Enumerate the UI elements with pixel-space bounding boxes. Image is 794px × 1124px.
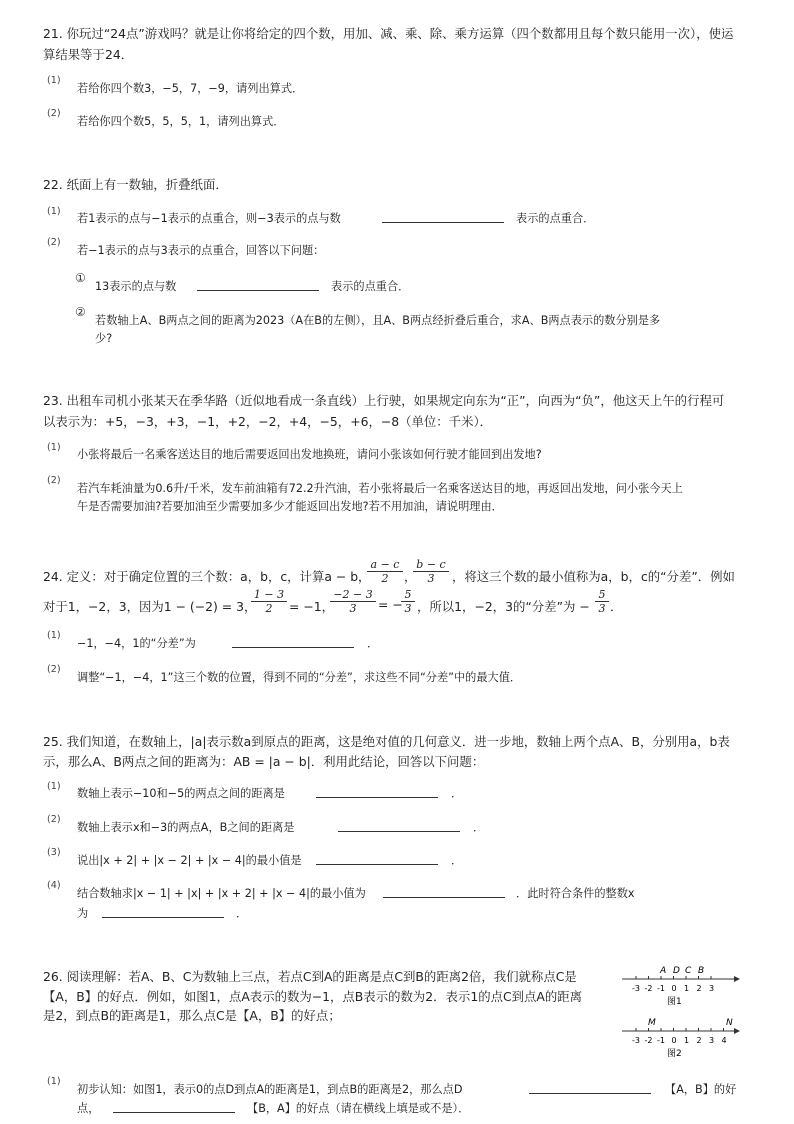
fraction-denominator: 2 xyxy=(265,602,273,615)
q24-fraction-example-2 xyxy=(330,588,376,615)
q26-text-line1: 26. 阅读理解：若A、B、C为数轴上三点，若点C到A的距离是点C到B的距离2倍，我们就称点C是 xyxy=(43,969,577,984)
fig1-tick-label: 1 xyxy=(684,984,690,993)
fig2-caption: 图2 xyxy=(667,1049,682,1059)
q25-part2-number: (2) xyxy=(47,814,61,825)
fig2-tick-label: 0 xyxy=(671,1036,677,1045)
q26-text-line3: 是2，到点B的距离是1，那么点C是【A，B】的好点； xyxy=(43,1008,341,1023)
q25-part4-text-b: ．此时符合条件的整数x xyxy=(516,887,635,900)
fraction-denominator: 3 xyxy=(404,602,412,615)
q24-line1-c: ，将这三个数的最小值称为a，b，c的“分差”．例如 xyxy=(452,569,735,584)
q22-sub2-line1: 若数轴上A、B两点之间的距离为2023（A在B的左侧），且A、B两点经折叠后重合，求A、B两点表示的数分别是多 xyxy=(95,314,661,327)
q21-part2-number: (2) xyxy=(47,108,61,119)
q24-fraction-example-3 xyxy=(401,588,415,615)
fraction-numerator: 1 − 3 xyxy=(251,588,287,602)
fig1-point-label-a: A xyxy=(660,966,667,976)
fraction-denominator: 3 xyxy=(598,602,606,615)
q23-part1-text: 小张将最后一名乘客送达目的地后需要返回出发地换班，请问小张该如何行驶才能回到出发地? xyxy=(77,448,542,461)
q25-part4-number: (4) xyxy=(47,880,61,891)
q24-part1-text-b: ． xyxy=(367,637,379,650)
q24-part1-answer-blank[interactable] xyxy=(232,647,354,648)
fig1-point-label-d: D xyxy=(673,966,680,976)
q21-text-line1: 21. 你玩过“24点”游戏吗？就是让你将给定的四个数，用加、减、乘、除、乘方运算（四个数都用且每个数只能用一次），使运 xyxy=(43,26,734,41)
q26-part1-text-a: 初步认知：如图1，表示0的点D到点A的距离是1，到点B的距离是2，那么点D xyxy=(77,1083,463,1096)
q24-part2-text: 调整“−1，−4，1”这三个数的位置，得到不同的“分差”，求这些不同“分差”中的最大值． xyxy=(77,671,522,684)
q25-text-line1: 25. 我们知道，在数轴上，|a|表示数a到原点的距离，这是绝对值的几何意义．进一步地，数轴上两个点A、B，分别用a，b表 xyxy=(43,734,730,749)
q24-line2-d: ，所以1，−2，3的“分差”为 − xyxy=(417,599,590,614)
fig2-tick-label: -3 xyxy=(632,1036,640,1045)
q22-sub1-text-b: 表示的点重合． xyxy=(331,280,410,293)
q22-sub2-line2: 少? xyxy=(95,332,113,345)
q23-part2-number: (2) xyxy=(47,475,61,486)
q22-sub1-text-a: 13表示的点与数 xyxy=(95,280,177,293)
fig1-tick-label: -3 xyxy=(632,984,640,993)
q25-part2-text-a: 数轴上表示x和−3的两点A，B之间的距离是 xyxy=(77,821,295,834)
fig2-tick-label: 3 xyxy=(709,1036,715,1045)
q24-part2-number: (2) xyxy=(47,664,61,675)
q22-sub2-marker: ② xyxy=(75,305,86,319)
fig1-point-label-b: B xyxy=(698,966,705,976)
q24-line1-a: 24. 定义：对于确定位置的三个数：a，b，c，计算a − b， xyxy=(43,569,371,584)
q25-part3-number: (3) xyxy=(47,847,61,858)
q25-part4-text-a: 结合数轴求|x − 1| + |x| + |x + 2| + |x − 4|的最小值为 xyxy=(77,887,366,900)
q22-text-line1: 22. 纸面上有一数轴，折叠纸面． xyxy=(43,177,228,192)
q25-part4-text-d: ． xyxy=(236,907,248,920)
q21-part2-text: 若给你四个数5，5，5，1，请列出算式． xyxy=(77,115,285,128)
q22-part1-answer-blank[interactable] xyxy=(382,222,504,223)
q23-text-line1: 23. 出租车司机小张某天在季华路（近似地看成一条直线）上行驶，如果规定向东为“正”，向西为“负”，他这天上午的行程可 xyxy=(43,393,725,408)
q25-part1-number: (1) xyxy=(47,781,61,792)
q22-sub1-answer-blank[interactable] xyxy=(197,290,319,291)
axis-arrow xyxy=(734,1028,740,1034)
fraction-denominator: 3 xyxy=(349,602,357,615)
q24-fraction-b-minus-c xyxy=(413,558,449,585)
fig2-tick-label: 4 xyxy=(721,1036,727,1045)
fig1-tick-label: 3 xyxy=(709,984,715,993)
fraction-numerator: b − c xyxy=(413,558,449,572)
fraction-numerator: 5 xyxy=(595,588,609,602)
q25-part1-answer-blank[interactable] xyxy=(316,797,438,798)
fig1-point-label-c: C xyxy=(685,966,692,976)
fig1-caption: 图1 xyxy=(667,997,682,1007)
fig2-tick-label: 2 xyxy=(696,1036,702,1045)
q22-part2-number: (2) xyxy=(47,237,61,248)
q21-part1-number: (1) xyxy=(47,75,61,86)
q25-text-line2: 示，那么A、B两点之间的距离为：AB = |a − b|．利用此结论，回答以下问题： xyxy=(43,754,485,769)
fraction-numerator: −2 − 3 xyxy=(330,588,376,602)
q24-line2-e: ． xyxy=(610,599,623,614)
axis-arrow xyxy=(734,976,740,982)
fig1-tick-label: 0 xyxy=(671,984,677,993)
fig2-tick-label: 1 xyxy=(684,1036,690,1045)
q22-part1-text-a: 若1表示的点与−1表示的点重合，则−3表示的点与数 xyxy=(77,212,341,225)
q24-part1-text-a: −1，−4，1的“分差”为 xyxy=(77,637,196,650)
q26-part1-text-c: 点， xyxy=(77,1102,100,1115)
fraction-denominator: 3 xyxy=(427,572,435,585)
q25-part4-answer-blank-2[interactable] xyxy=(102,917,224,918)
fraction-numerator: 5 xyxy=(401,588,415,602)
q24-line2-c: = − xyxy=(378,597,403,612)
q25-part2-answer-blank[interactable] xyxy=(338,831,460,832)
fig2-tick-label: -1 xyxy=(657,1036,665,1045)
q24-part1-number: (1) xyxy=(47,630,61,641)
fig1-tick-label: -1 xyxy=(657,984,665,993)
q24-fraction-example-4 xyxy=(595,588,609,615)
fig2-point-label-n: N xyxy=(726,1018,733,1028)
fig2-point-label-m: M xyxy=(648,1018,656,1028)
q23-text-line2: 以表示为：+5，−3，+3，−1，+2，−2，+4，−5，+6，−8（单位：千米）． xyxy=(43,414,493,429)
q26-figure1-number-line xyxy=(618,962,744,1010)
q22-part1-number: (1) xyxy=(47,206,61,217)
q26-text-line2: 【A，B】的好点．例如，如图1，点A表示的数为−1，点B表示的数为2．表示1的点C到点A的距离 xyxy=(43,989,583,1004)
q25-part4-text-c: 为 xyxy=(77,907,89,920)
q22-sub1-marker: ① xyxy=(75,271,86,285)
q24-line1-b: ， xyxy=(404,569,417,584)
q21-part1-text: 若给你四个数3，−5，7，−9，请列出算式． xyxy=(77,82,304,95)
fraction-denominator: 2 xyxy=(381,572,389,585)
q26-part1-number: (1) xyxy=(47,1076,61,1087)
q24-line2-b: = −1， xyxy=(289,599,334,614)
q26-part1-answer-blank-2[interactable] xyxy=(113,1112,235,1113)
q23-part2-line1: 若汽车耗油量为0.6升/千米，发车前油箱有72.2升汽油，若小张将最后一名乘客送达目的地，再返回出发地，问小张今天上 xyxy=(77,482,683,495)
q21-text-line2: 算结果等于24． xyxy=(43,47,134,62)
fig1-tick-label: 2 xyxy=(696,984,702,993)
q22-part1-text-b: 表示的点重合． xyxy=(516,212,595,225)
q25-part3-answer-blank[interactable] xyxy=(316,864,438,865)
q25-part4-answer-blank-1[interactable] xyxy=(383,897,505,898)
q24-fraction-a-minus-c xyxy=(367,558,403,585)
q23-part2-line2: 午是否需要加油?若要加油至少需要加多少才能返回出发地?若不用加油，请说明理由． xyxy=(77,500,503,513)
q25-part3-text-b: ． xyxy=(451,854,463,867)
fig1-tick-label: -2 xyxy=(644,984,653,993)
q24-line2-a: 对于1，−2，3，因为1 − (−2) = 3， xyxy=(43,599,257,614)
q26-part1-text-d: 【B，A】的好点（请在横线上填是或不是）． xyxy=(247,1102,470,1115)
q25-part3-text-a: 说出|x + 2| + |x − 2| + |x − 4|的最小值是 xyxy=(77,854,302,867)
q25-part1-text-b: ． xyxy=(451,787,463,800)
q24-fraction-example-1 xyxy=(251,588,287,615)
q26-part1-answer-blank-1[interactable] xyxy=(529,1093,651,1094)
q25-part2-text-b: ． xyxy=(473,821,485,834)
fraction-numerator: a − c xyxy=(367,558,403,572)
q22-part2-text: 若−1表示的点与3表示的点重合，回答以下问题： xyxy=(77,244,325,257)
q23-part1-number: (1) xyxy=(47,442,61,453)
q26-part1-text-b: 【A，B】的好 xyxy=(665,1083,737,1096)
q25-part1-text-a: 数轴上表示−10和−5的两点之间的距离是 xyxy=(77,787,285,800)
q26-figure2-number-line xyxy=(618,1014,744,1062)
fig2-tick-label: -2 xyxy=(644,1036,653,1045)
